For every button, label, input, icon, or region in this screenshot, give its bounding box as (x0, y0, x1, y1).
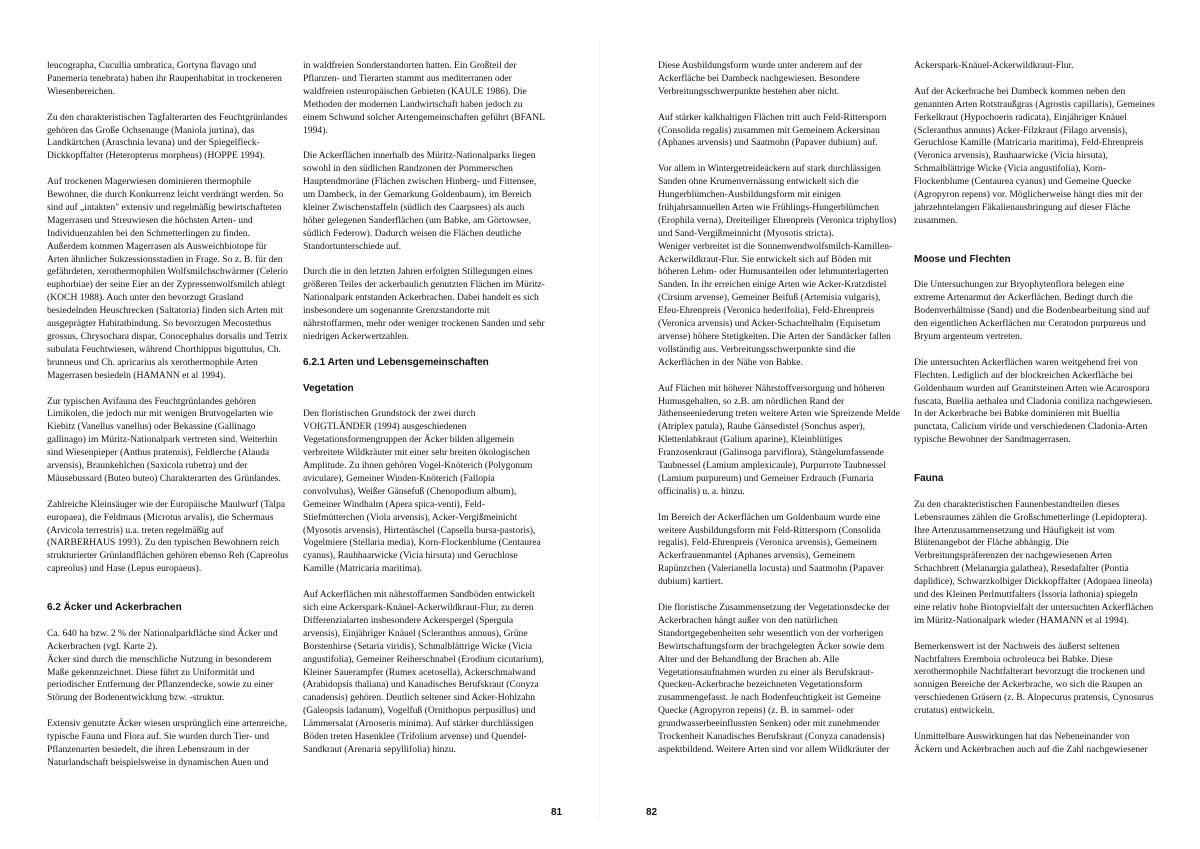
paragraph: Zahlreiche Kleinsäuger wie der Europäische Maulwurf (Talpa europaea), die Feldmaus (Microtus arvalis), die Schermaus (Arvicola terrestris) u.a. treten regelmäßig auf (NARBERHAUS 1993). Zu den typischen Bewohnern reich strukturierter Grünlandflächen gehören ebenso Reh (Capreolus capreolus) und Hase (Lepus europaeus). (47, 498, 289, 575)
paragraph: Ackerspark-Knäuel-Ackerwildkraut-Flur. (914, 60, 1074, 71)
paragraph: Im Bereich der Ackerflächen um Goldenbaum wurde eine weitere Ausbildungsform mit Feld-Rittersporn (Consolida regalis), Feld-Ehrenpreis (Veronica arvensis), Gemeinem Ackerfrauenmantel (Aphanes arvensis), Gemeinem Rapünzchen (Valerianella locusta) und Saatmohn (Papaver dubium) kartiert. (658, 511, 884, 588)
subsection-heading-fauna: Fauna (914, 472, 944, 484)
paragraph: Auf trockenen Magerwiesen dominieren thermophile Bewohner, die durch Konkurrenz leicht verdrängt werden. So sind auf „intakten" extensiv und regelmäßig bewirtschafteten Magerrasen und Streuwiesen die höchsten Arten- und Individuenzahlen bei den Schmetterlingen zu finden. Außerdem kommen Magerrasen als Ausweichbiotope für Arten ähnlicher Sukzessionsstadien in Frage. So z. B. für den gefährdeten, xerothermophilen Wolfsmilchschwärmer (Celerio euphorbiae) der seine Eier an der Zypressenwolfsmilch ablegt (KOCH 1988). Auch unter den bevorzugt Grasland besiedelnden Heuschrecken (Saltatoria) finden sich Arten mit ausgeprägter Habitatbindung. So bevorzugen Mecostethus grossus, Chrysochara dispar, Conocephalus dorsalis und Tetrix subulata Feuchtwiesen, während Chorthippus biguttulus, Ch. brunneus und Ch. apricarius als xerothermophile Arten Magerrasen besiedeln (HAMANN et al 1994). (47, 176, 288, 381)
gutter (599, 40, 600, 820)
paragraph: leucographa, Cucullia umbratica, Gortyna flavago und Panemeria tenebrata) haben ihr Raupenhabitat in trockeneren Wiesenbereichen. (47, 60, 282, 97)
section-heading-6-2: 6.2 Äcker und Ackerbrachen (47, 601, 182, 613)
paragraph: Durch die in den letzten Jahren erfolgten Stillegungen eines größeren Teiles der ackerbaulich genutzten Flächen im Müritz-Nationalpark entstanden Ackerbrachen. Dabei handelt es sich insbesondere um sogenannte Grenzstandorte mit nährstoffarmen, mehr oder weniger trockenen Sanden und sehr niedrigen Ackerwertzahlen. (303, 266, 545, 342)
paragraph: Extensiv genutzte Äcker wiesen ursprünglich eine artenreiche, typische Fauna und Flora auf. Sie wurden durch Tier- und Pflanzenarten besiedelt, die ihren Lebensraum in der Naturlandschaft beispielsweise in dynamischen Auen und (47, 718, 288, 768)
paragraph: Auf Ackerflächen mit nährstoffarmen Sandböden entwickelt sich eine Ackerspark-Knäuel-Ackerwildkraut-Flur, zu deren Differenzialarten insbesondere Ackerspergel (Spergula arvensis), Einjähriger Knäuel (Scleranthus annuus), Grüne Borstenhirse (Setaria viridis), Schmalblättrige Wicke (Vicia angustifolia), Gemeiner Reiherschnabel (Erodium cicutarium), Kleiner Sauerampfer (Rumex acetosella), Ackerschmalwand (Arabidopsis thaliana) und Kanadisches Berufskraut (Conyza canadensis) gehören. Deutlich seltener sind Acker-Hohlzahn (Galeopsis ladanum), Vogelfuß (Ornithopus perpusillus) und Lämmersalat (Arnoseris minima). Auf stärker durchlässigen Böden treten Hasenklee (Trifolium arvense) und Quendel-Sandkraut (Arenaria sepyllifolia) hinzu. (303, 589, 544, 755)
page-81-column-2 (303, 60, 545, 770)
paragraph: Auf stärker kalkhaltigen Flächen tritt auch Feld-Rittersporn (Consolida regalis) zusammen mit Gemeinem Ackersinau (Aphanes arvensis) und Saatmohn (Papaver dubium) auf. (658, 111, 887, 149)
paragraph: Unmittelbare Auswirkungen hat das Nebeneinander von Äckern und Ackerbrachen auch auf die Zahl nachgewiesener (914, 731, 1148, 755)
subsection-heading-6-2-1: 6.2.1 Arten und Lebensgemeinschaften (303, 356, 489, 368)
paragraph: Zur typischen Avifauna des Feuchtgrünlandes gehören Limikolen, die jedoch nur mit wenigen Brutvogelarten wie Kiebitz (Vanellus vanellus) oder Bekassine (Gallinago gallinago) im Müritz-Nationalpark vertreten sind. Weiterhin sind Wiesenpieper (Anthus pratensis), Feldlerche (Alauda arvensis), Braunkehlchen (Saxicola rubetra) und der Mäusebussard (Buteo buteo) Charakterarten des Grünlandes. (47, 395, 281, 484)
paragraph: Äcker sind durch die menschliche Nutzung in besonderem Maße gekennzeichnet. Diese führt zu Uniformität und periodischer Entfernung der Pflanzendecke, sowie zu einer Störung der Bodenentwicklung bzw. -struktur. (47, 653, 274, 704)
paragraph: Auf Flächen mit höherer Nährstoffversorgung und höheren Humusgehalten, so z.B. am nördlichen Rand der Jäthenseeniederung treten weitere Arten wie Spreizende Melde (Atriplex patula), Rauhe Gänsedistel (Sonchus asper), Klettenlabkraut (Galium aparine), Kleinblütiges Franzosenkraut (Galinsoga parviflora), Stängelumfassende Taubnessel (Lamium amplexicaule), Purpurrote Taubnessel (Lamium purpureum) und Gemeiner Erdrauch (Fumaria officinalis) u. a. hinzu. (658, 382, 900, 497)
paragraph: in waldfreien Sonderstandorten hatten. Ein Großteil der Pflanzen- und Tierarten stammt aus mediterranen oder waldfreien osteuropäischen Gebieten (KAULE 1986). Die Methoden der modernen Landwirtschaft haben jedoch zu einem Schwund solcher Artengemeinschaften geführt (BFANL 1994). (303, 60, 545, 136)
page-number-left: 81 (551, 807, 563, 818)
paragraph: Zu den charakteristischen Tagfalterarten des Feuchtgrünlandes gehören das Große Ochsenauge (Maniola jurtina), das Landkärtchen (Araschnia levana) und der Spiegelfleck-Dickkopffalter (Heteropterus morpheus) (HOPPE 1994). (47, 111, 288, 162)
paragraph: Bemerkenswert ist der Nachweis des äußerst seltenen Nachtfalters Eremboia ochroleuca bei Babke. Diese xerothermophile Nachtfalterart bevorzugt die trockenen und sonnigen Bereiche der Ackerbrache, wo sich die Raupen an verschiedenen Gräsern (z. B. Alopecurus pratensis, Cynosurus crutatus) entwickeln. (914, 640, 1154, 717)
page-number-right: 82 (646, 807, 658, 818)
subsection-heading-vegetation: Vegetation (303, 382, 354, 394)
page-81-column-1 (47, 60, 289, 783)
paragraph: Die Ackerflächen innerhalb des Müritz-Nationalparks liegen sowohl in den südlichen Randzonen der Pommerschen Hauptendmoräne (Flächen zwischen Hinberg- und Fittensee, um Dambeck, in der Gemarkung Goldenbaum), im Bereich kleiner Zwischenstaffeln (südlich des Caarpsees) als auch höher gelegenen Sanderflächen (um Babke, am Görtowsee, südlich Federow). Dadurch weisen die Flächen deutliche Standortunterschiede auf. (303, 150, 537, 252)
paragraph: Ca. 640 ha bzw. 2 % der Nationalparkfläche sind Äcker und Ackerbrachen (vgl. Karte 2). (47, 627, 278, 652)
paragraph: Den floristischen Grundstock der zwei durch VOIGTLÄNDER (1994) ausgeschiedenen Vegetationsformengruppen der Äcker bilden allgemein verbreitete Wildkräuter mit einer sehr breiten ökologischen Amplitude. Zu ihnen gehören Vogel-Knöterich (Polygonum aviculare), Gemeiner Winden-Knöterich (Fallopia convolvulus), Weißer Gänsefuß (Chenopodium album), Gemeiner Windhalm (Apera spica-venti), Feld-Stiefmütterchen (Viola arvensis), Acker-Vergißmeinicht (Myosotis arvensis), Hirtentäschel (Capsella bursa-pastoris), Vogelmiere (Stellaria media), Korn-Flockenblume (Centaurea cyanus), Rauhhaarwicke (Vicia hirsuta) und Geruchlose Kamille (Matricaria maritima). (303, 408, 541, 575)
paragraph: Auf der Ackerbrache bei Dambeck kommen neben den genannten Arten Rotstraußgras (Agrostis capillaris), Gemeines Ferkelkraut (Hypochoeris radicata), Einjähriger Knäuel (Scleranthus annuus) Acker-Filzkraut (Filago arvensis), Geruchlose Kamille (Matricaria maritima), Feld-Ehrenpreis (Veronica arvensis), Rauhaarwicke (Vicia hirsuta), Schmalblättrige Wicke (Vicia angustifolia), Korn-Flockenblume (Centaurea cyanus) und Gemeine Quecke (Agropyron repens) vor. Möglicherweise hängt dies mit der jahrzehntelangen Fäkalienausbringung auf dieser Fläche zusammen. (914, 85, 1155, 226)
page-82-column-2 (914, 60, 1156, 770)
paragraph: Die floristische Zusammensetzung der Vegetationsdecke der Ackerbrachen hängt außer von den natürlichen Standortgegebenheiten sehr wesentlich von der vorherigen Bewirtschaftungsform der brachgelegten Äcker sowie dem Alter und der Behandlung der Brachen ab. Alle Vegetationsaufnahmen wurden zu einer als Berufskraut-Quecken-Ackerbrache bezeichneten Vegetationsform zusammengefasst. Je nach Bodenfeuchtigkeit ist Gemeine Quecke (Agropyron repens) (z. B. in sammel- oder grundwasserbeeinflussten Senken) oder mit zunehmender Trockenheit Kanadisches Berufskraut (Conyza canadensis) aspektbildend. Weitere Arten sind vor allem Wildkräuter der (658, 601, 890, 755)
paragraph: Zu den charakteristischen Faunenbestandteilen dieses Lebensraumes zählen die Großschmetterlinge (Lepidoptera). Ihre Artenzusammensetzung und Häufigkeit ist vom Blütenangebot der Fläche abhängig. Die Verbreitungspräferenzen der nachgewiesenen Arten Schachbrett (Melanargia galathea), Resedafalter (Pontia daplidice), Schwarzkolbiger Dickkopffalter (Adopaea lineola) und des Kleinen Perlmuttfalters (Issoria lathonia) spiegeln eine relativ hohe Biotopvielfalt der untersuchten Ackerflächen im Müritz-Nationalpark wieder (HAMANN et al 1994). (914, 498, 1154, 626)
subsection-heading-moose: Moose und Flechten (914, 253, 1011, 265)
paragraph: Die Untersuchungen zur Bryophytenflora belegen eine extreme Artenarmut der Ackerflächen. Bedingt durch die Bodenverhältnisse (Sand) und die Bodenbearbeitung sind auf den eigentlichen Ackerflächen nur Ceratodon purpureus und Bryum argenteum vertreten. (914, 279, 1150, 342)
paragraph: Vor allem in Wintergetreideäckern auf stark durchlässigen Sanden ohne Krumenvernässung entwickelt sich die Hungerblümchen-Ausbildungsform mit einigen frühjahrsannuellen Arten wie Frühlings-Hungerblümchen (Erophila verna), Dreiteiliger Ehrenpreis (Veronica triphyllos) und Sand-Vergißmeinnicht (Myosotis stricta). (658, 163, 897, 239)
paragraph: Diese Ausbildungsform wurde unter anderem auf der Ackerfläche bei Dambeck nachgewiesen. Besondere Verbreitungsschwerpunkte bestehen aber nicht. (658, 60, 863, 97)
page-82-column-1 (658, 60, 900, 770)
paragraph: Die untersuchten Ackerflächen waren weitgehend frei von Flechten. Lediglich auf der blockreichen Ackerfläche bei Goldenbaum wurden auf Granitsteinen Arten wie Acarospora fuscata, Buellia aethalea und Cladonia coniliza nachgewiesen. In der Ackerbrache bei Babke dominieren mit Buellia punctata, Calicium viride und verschiedenen Cladonia-Arten typische Bewohner der Sandmagerrasen. (914, 356, 1153, 446)
paragraph: Weniger verbreitet ist die Sonnenwendwolfsmilch-Kamillen-Ackerwildkraut-Flur. Sie entwickelt sich auf Böden mit höheren Lehm- oder Humusanteilen oder lehmunterlagerten Sanden. In ihr erreichen einige Arten wie Acker-Kratzdistel (Cirsium arvense), Gemeiner Beifuß (Artemisia vulgaris), Efeu-Ehrenpreis (Veronica hederifolia), Feld-Ehrenpreis (Veronica arvensis) und Acker-Schachtelhalm (Equisetum arvense) höhere Stetigkeiten. Die Arten der Sandäcker fallen vollständig aus. Verbreitungsschwerpunkte sind die Ackerflächen in der Nähe von Babke. (658, 240, 893, 368)
